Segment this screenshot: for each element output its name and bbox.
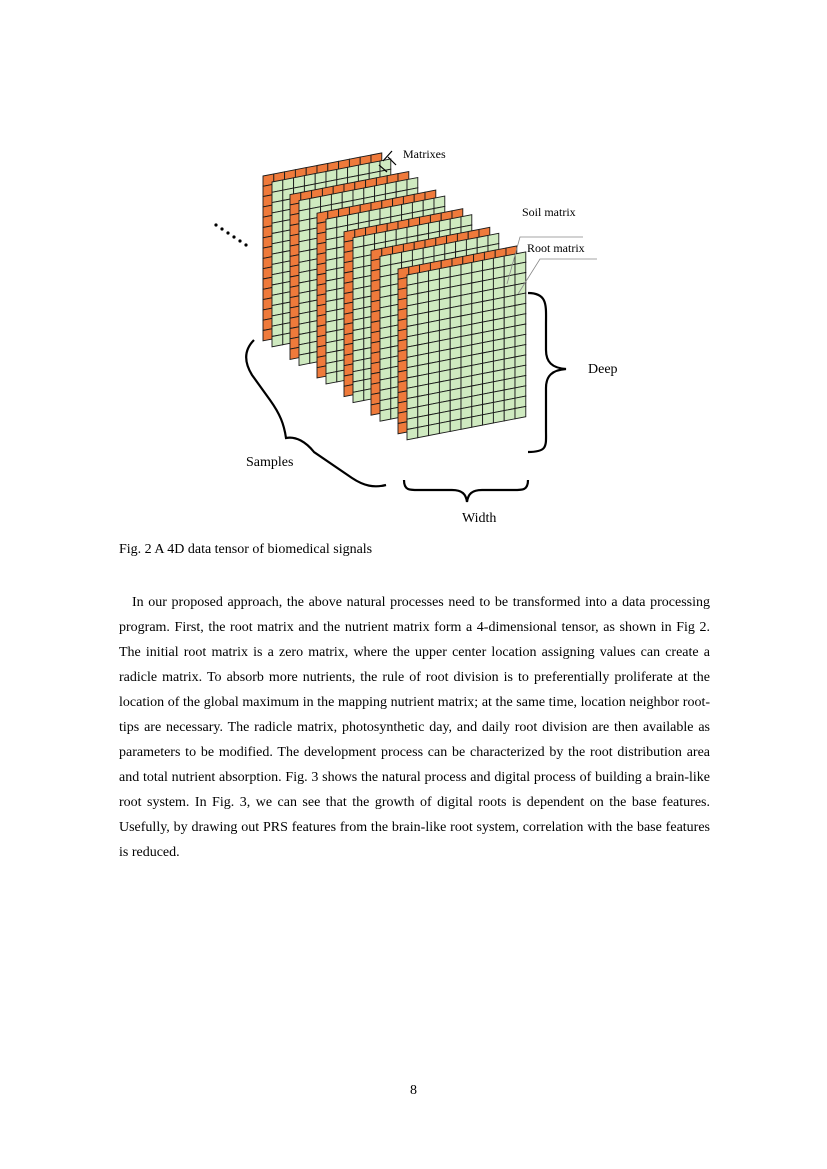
width-label: Width — [462, 511, 497, 526]
matrix-pair — [398, 246, 526, 440]
samples-label: Samples — [246, 455, 294, 470]
body-text — [119, 590, 710, 865]
width-brace — [404, 480, 528, 502]
root-matrix-label: Root matrix — [527, 241, 585, 255]
page-number: 8 — [410, 1083, 417, 1098]
paragraph: In our proposed approach, the above natural processes need to be transformed into a data processing program. First, the root matrix and the nutrient matrix form a 4-dimensional tensor, as shown in Fig 2. The initial root matrix is a zero matrix, where the upper center location assigning values can create a radicle matrix. To absorb more nutrients, the rule of root division is to preferentially proliferate at the location of the global maximum in the mapping nutrient matrix; at the same time, location neighbor root-tips are necessary. The radicle matrix, photosynthetic day, and daily root division are then available as parameters to be modified. The development process can be characterized by the root distribution area and total nutrient absorption. Fig. 3 shows the natural process and digital process of building a brain-like root system. In Fig. 3, we can see that the growth of digital roots is dependent on the base features. Usefully, by drawing out PRS features from the brain-like root system, correlation with the base features is reduced. — [119, 595, 710, 860]
soil-matrix-label: Soil matrix — [522, 205, 576, 219]
deep-label: Deep — [588, 362, 618, 377]
deep-brace — [528, 293, 566, 452]
figure-caption: Fig. 2 A 4D data tensor of biomedical signals — [119, 542, 373, 557]
matrix-stack — [263, 153, 526, 440]
root-matrix-leader — [518, 259, 597, 294]
matrixes-label: Matrixes — [403, 147, 446, 161]
ellipsis-dots — [214, 223, 247, 246]
tensor-figure — [0, 0, 827, 540]
